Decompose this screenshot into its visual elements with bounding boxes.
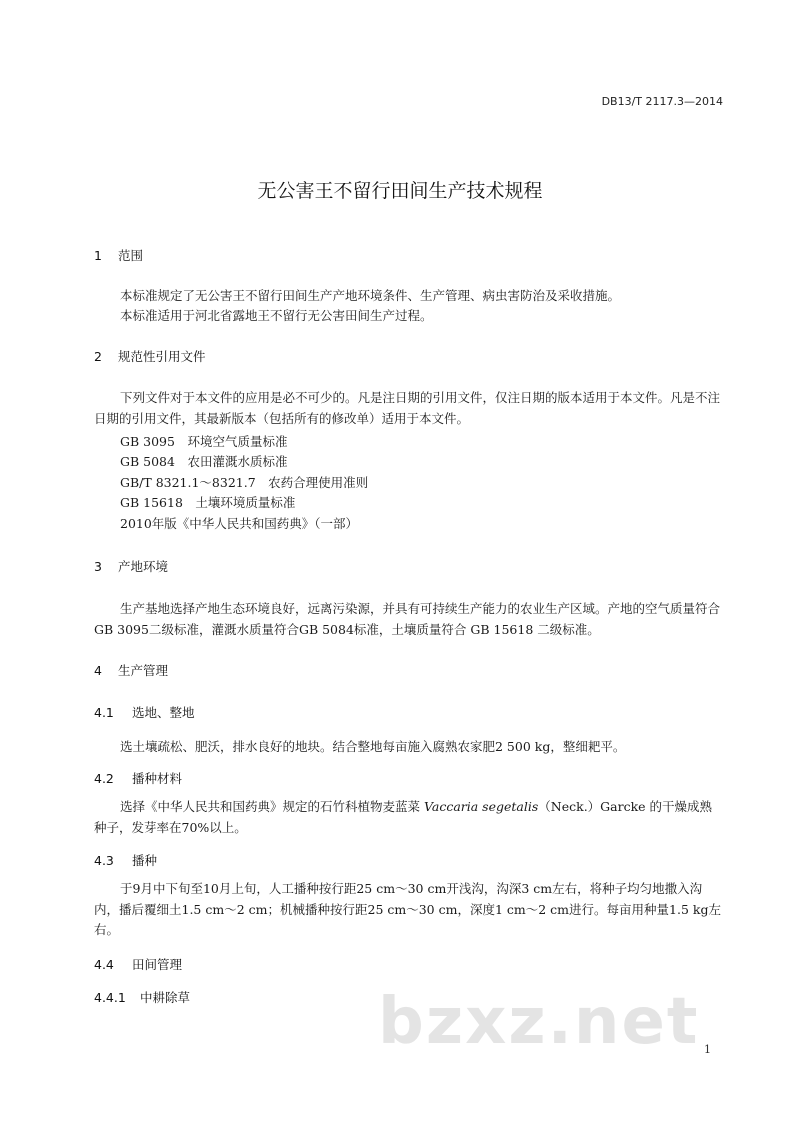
section-4-heading	[94, 661, 168, 679]
reference-item: GB 3095 环境空气质量标准	[120, 434, 288, 449]
section-number: 2	[94, 349, 102, 364]
seed-material-paragraph	[94, 797, 724, 838]
document-title: 无公害王不留行田间生产技术规程	[257, 180, 543, 202]
references-intro: 下列文件对于本文件的应用是必不可少的。凡是注日期的引用文件，仅注日期的版本适用于本文件。凡是不注日期的引用文件，其最新版本（包括所有的修改单）适用于本文件。	[94, 390, 721, 426]
section-number: 4.2	[94, 771, 114, 786]
section-title: 范围	[118, 248, 144, 263]
environment-paragraph: 生产基地选择产地生态环境良好，远离污染源，并具有可持续生产能力的农业生产区域。产地的空气质量符合GB 3095二级标准，灌溉水质量符合GB 5084标准，土壤质量符合 GB 15618 二级标准。	[94, 601, 721, 637]
section-title: 中耕除草	[140, 990, 191, 1005]
subsection-4-2-heading	[94, 769, 182, 787]
section-number: 4.1	[94, 705, 114, 720]
subsection-4-4-heading	[94, 955, 182, 973]
standard-code: DB13/T 2117.3—2014	[601, 95, 723, 108]
section-title: 田间管理	[132, 957, 183, 972]
subsection-4-1-heading	[94, 703, 195, 721]
text-segment: 选择《中华人民共和国药典》规定的石竹科植物麦蓝菜	[120, 799, 424, 814]
section-title: 选地、整地	[132, 705, 195, 720]
subsection-4-3-heading	[94, 851, 157, 869]
section-title: 规范性引用文件	[118, 349, 206, 364]
section-1-heading	[94, 246, 143, 264]
section-title: 播种材料	[132, 771, 183, 786]
site-watermark: bzxz.net	[378, 985, 700, 1059]
section-number: 1	[94, 248, 102, 263]
section-number: 3	[94, 559, 102, 574]
reference-item: GB 5084 农田灌溉水质标准	[120, 454, 288, 469]
reference-item: GB 15618 土壤环境质量标准	[120, 495, 296, 510]
scope-paragraph-2: 本标准适用于河北省露地王不留行无公害田间生产过程。	[120, 308, 433, 323]
section-number: 4.3	[94, 853, 114, 868]
site-selection-paragraph: 选土壤疏松、肥沃，排水良好的地块。结合整地每亩施入腐熟农家肥2 500 kg，整细耙平。	[120, 739, 626, 754]
page-number: 1	[704, 1043, 711, 1056]
reference-item: 2010年版《中华人民共和国药典》（一部）	[120, 516, 359, 531]
reference-item: GB/T 8321.1～8321.7 农药合理使用准则	[120, 475, 369, 490]
section-title: 产地环境	[118, 559, 169, 574]
section-number: 4.4.1	[94, 990, 126, 1005]
latin-species-name: Vaccaria segetalis	[423, 799, 539, 814]
section-title: 生产管理	[118, 663, 169, 678]
subsection-4-4-1-heading	[94, 988, 190, 1006]
sowing-paragraph: 于9月中下旬至10月上旬，人工播种按行距25 cm～30 cm开浅沟，沟深3 cm左右，将种子均匀地撒入沟内，播后覆细土1.5 cm～2 cm；机械播种按行距25 cm～30 cm，深度1 cm～2 cm进行。每亩用种量1.5 kg左右。	[94, 881, 721, 937]
section-2-heading	[94, 347, 206, 365]
section-number: 4	[94, 663, 102, 678]
text-segment: （Neck.）Garcke 的干燥成熟种子，发芽率在70%以上。	[94, 799, 713, 835]
section-title: 播种	[132, 853, 158, 868]
section-3-heading	[94, 557, 168, 575]
section-number: 4.4	[94, 957, 114, 972]
scope-paragraph-1: 本标准规定了无公害王不留行田间生产产地环境条件、生产管理、病虫害防治及采收措施。	[120, 288, 621, 303]
